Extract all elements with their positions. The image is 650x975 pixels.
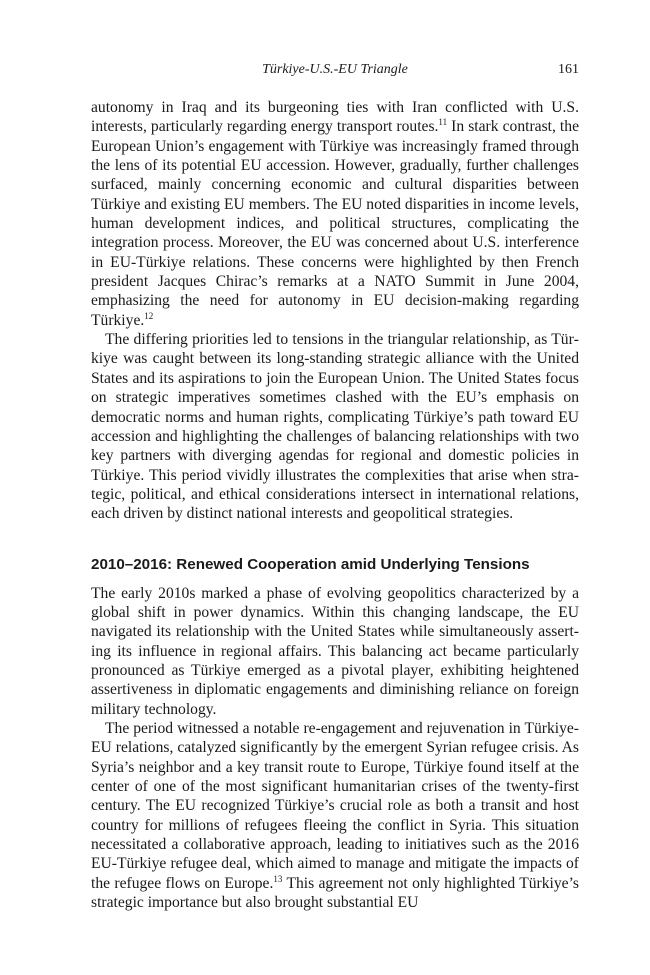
- text-run: The differing priorities led to tensions in the triangular relationship, as Türkiye was caught between its long-standing strategic alliance with the United States and its aspirations to join the European Union. The United States focus on strategic imperatives sometimes clashed with the EU’s emphasis on democratic norms and human rights, complicating Türkiye’s path toward EU accession and highlighting the challenges of balancing relationships with two key partners with diverging agendas for regional and domestic policies in Türkiye. This period vividly illustrates the complexities that arise when strategic, political, and ethical considerations intersect in international relations, each driven by distinct national interests and geopolitical strategies.: [91, 331, 579, 523]
- text-run: The early 2010s marked a phase of evolving geopolitics characterized by a global shift in power dynamics. Within this changing landscape, the EU navigated its relationship with the United States while simultaneously asserting its influence in regional affairs. This balancing act became particularly pronounced as Türkiye emerged as a pivotal player, exhibiting heightened assertiveness in diplomatic engagements and diminishing reliance on foreign military technology.: [91, 584, 579, 718]
- page-number: 161: [558, 62, 579, 77]
- text-run: In stark contrast, the European Union’s engagement with Türkiye was increasingly framed through the lens of its potential EU accession. However, gradually, further challenges surfaced, mainly concerning economic and cultural disparities between Türkiye and existing EU members. The EU noted disparities in income levels, human development indices, and political structures, complicating the integration process. Moreover, the EU was concerned about U.S. interference in EU-Türkiye relations. These concerns were highlighted by then French president Jacques Chirac’s remarks at a NATO Summit in June 2004, emphasizing the need for autonomy in EU decision-making regarding Türkiye.: [91, 118, 579, 329]
- paragraph-4: [91, 719, 579, 912]
- running-title: Türkiye-U.S.-EU Triangle: [262, 62, 408, 77]
- body-text: [91, 98, 579, 912]
- text-run: The period witnessed a notable re-engagement and rejuvenation in Türkiye-EU relations, catalyzed significantly by the emergent Syrian refugee crisis. As Syria’s neighbor and a key transit route to Europe, Türkiye found itself at the center of one of the most significant humanitarian crises of the twenty-first century. The EU recognized Türkiye’s crucial role as both a transit and host country for millions of refugees fleeing the conflict in Syria. This situation necessitated a collaborative approach, leading to initiatives such as the 2016 EU-Türkiye refugee deal, which aimed to manage and mitigate the impacts of the refugee flows on Europe.: [91, 719, 579, 892]
- paragraph-3: [91, 584, 579, 719]
- text-run: autonomy in Iraq and its burgeoning ties with Iran conflicted with U.S. interests, particularly regarding energy transport routes.: [91, 99, 579, 136]
- paragraph-2: [91, 330, 579, 523]
- footnote-ref-12[interactable]: 12: [144, 310, 154, 321]
- running-header: [91, 62, 579, 82]
- footnote-ref-13[interactable]: 13: [273, 873, 283, 884]
- book-page: [91, 0, 579, 912]
- footnote-ref-11[interactable]: 11: [438, 117, 448, 128]
- section-heading: 2010–2016: Renewed Cooperation amid Underlying Tensions: [91, 555, 530, 573]
- paragraph-1: [91, 98, 579, 330]
- text-run: This agreement not only highlighted Türkiye’s strategic importance but also brought substantial EU: [91, 874, 580, 912]
